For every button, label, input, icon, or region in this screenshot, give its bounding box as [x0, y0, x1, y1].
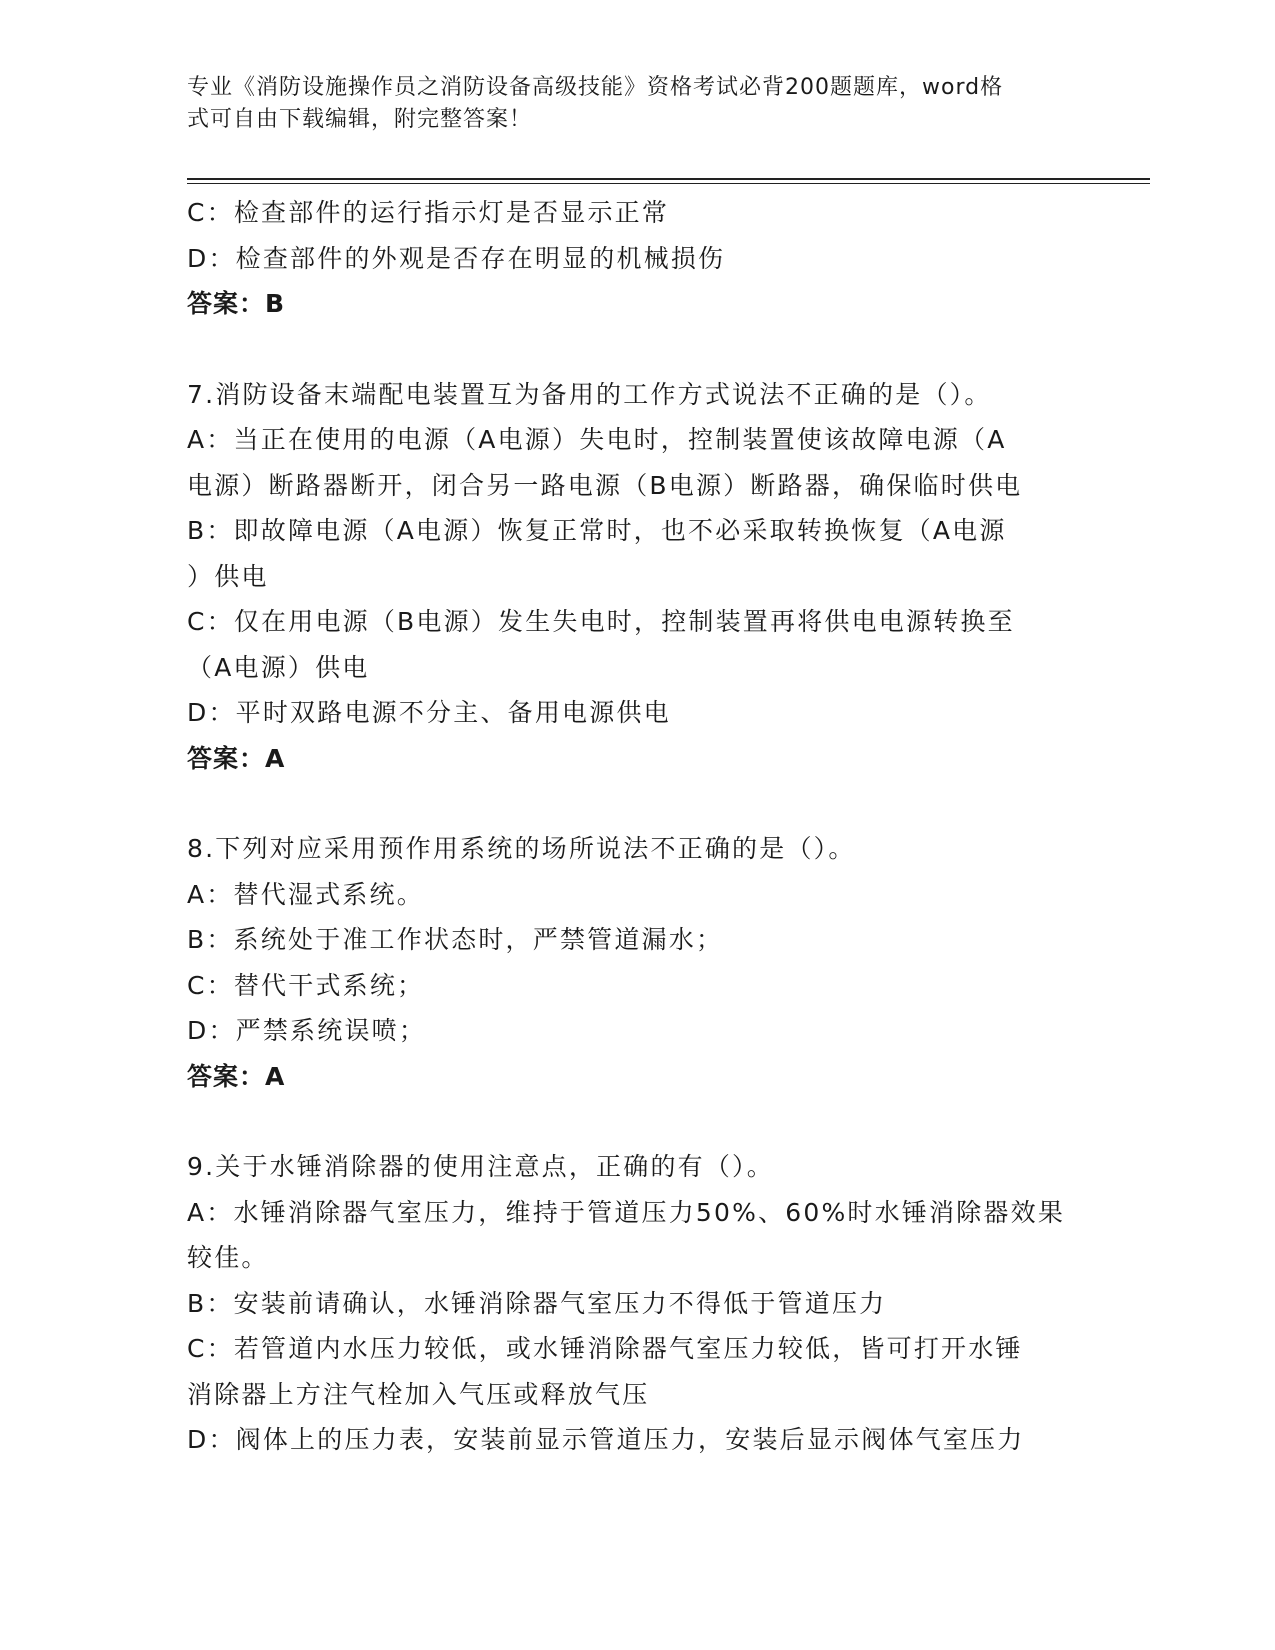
question-stem: 8.下列对应采用预作用系统的场所说法不正确的是（）。: [187, 834, 856, 863]
header-rule-thick: [187, 178, 1150, 180]
option-line: （A电源）供电: [187, 652, 370, 682]
question-block: [187, 190, 1087, 327]
answer-line: 答案：A: [187, 1061, 286, 1091]
option-line: D：检查部件的外观是否存在明显的机械损伤: [187, 243, 726, 273]
question-content: [187, 190, 1087, 1463]
question-stem: 9.关于水锤消除器的使用注意点，正确的有（）。: [187, 1152, 774, 1181]
option-line: ）供电: [187, 561, 269, 591]
header-line-2: 式可自由下载编辑，附完整答案！: [187, 107, 533, 132]
option-line: C：若管道内水压力较低，或水锤消除器气室压力较低，皆可打开水锤: [187, 1334, 1023, 1363]
option-line: C：仅在用电源（B电源）发生失电时，控制装置再将供电电源转换至: [187, 607, 1015, 636]
option-line: B：系统处于准工作状态时，严禁管道漏水；: [187, 925, 724, 954]
option-line: 电源）断路器断开，闭合另一路电源（B电源）断路器，确保临时供电: [187, 470, 1023, 500]
answer-line: 答案：A: [187, 743, 286, 773]
option-line: C：替代干式系统；: [187, 970, 425, 1000]
option-line: D：阀体上的压力表，安装前显示管道压力，安装后显示阀体气室压力: [187, 1425, 1025, 1454]
option-line: 消除器上方注气栓加入气压或释放气压: [187, 1379, 650, 1409]
answer-line: 答案：B: [187, 289, 286, 318]
option-line: 较佳。: [187, 1243, 269, 1272]
header-rule-thin: [187, 183, 1150, 184]
question-block: [187, 826, 1087, 1099]
block-gap: [187, 327, 1087, 372]
option-line: B：即故障电源（A电源）恢复正常时，也不必采取转换恢复（A电源: [187, 516, 1007, 545]
question-block: [187, 372, 1087, 782]
document-header: [187, 72, 1067, 136]
question-block: [187, 1144, 1087, 1463]
option-line: A：当正在使用的电源（A电源）失电时，控制装置使该故障电源（A: [187, 425, 1007, 454]
header-line-1: 专业《消防设施操作员之消防设备高级技能》资格考试必背200题题库，word格: [187, 75, 1004, 100]
option-line: D：平时双路电源不分主、备用电源供电: [187, 698, 671, 727]
option-line: A：水锤消除器气室压力，维持于管道压力50%、60%时水锤消除器效果: [187, 1197, 1066, 1227]
option-line: B：安装前请确认，水锤消除器气室压力不得低于管道压力: [187, 1288, 887, 1318]
option-line: D：严禁系统误喷；: [187, 1016, 427, 1045]
option-line: A：替代湿式系统。: [187, 879, 424, 909]
option-line: C：检查部件的运行指示灯是否显示正常: [187, 198, 670, 227]
question-stem: 7.消防设备末端配电装置互为备用的工作方式说法不正确的是（）。: [187, 379, 992, 409]
block-gap: [187, 781, 1087, 826]
block-gap: [187, 1099, 1087, 1144]
